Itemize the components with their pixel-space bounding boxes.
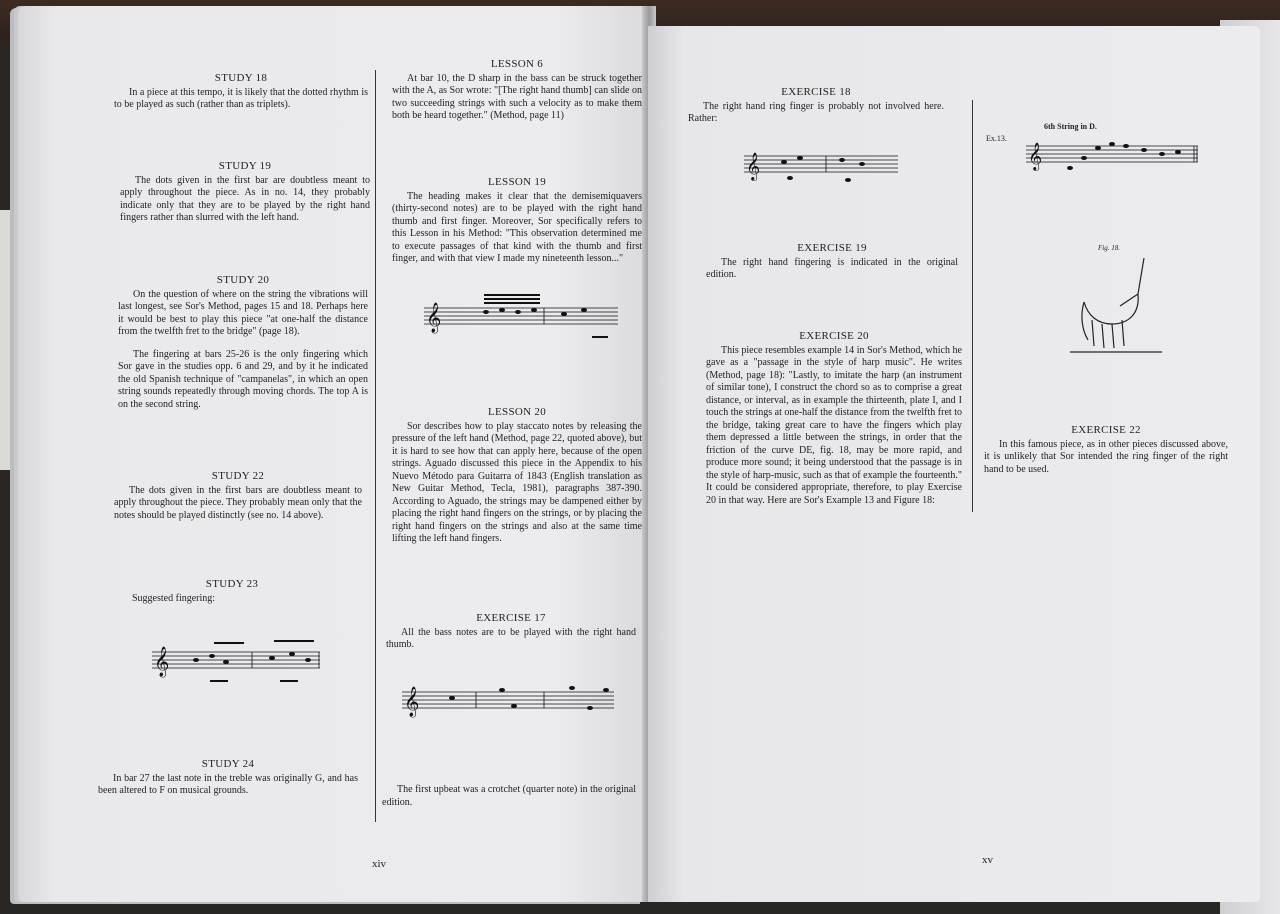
column-divider <box>972 100 973 512</box>
left-page <box>18 6 648 902</box>
lesson-20-block <box>392 406 642 546</box>
section-text: On the question of where on the string the vibrations will last longest, see Sor's Method, pages 15 and 18. Perhaps here it would be best to play this piece "at one-half the distance from the twelfth fret to the bridge" (page 18). <box>118 288 368 337</box>
lesson-6-block <box>392 58 642 123</box>
section-text: The heading makes it clear that the demisemiquavers (thirty-second notes) are to be played with the right hand thumb and first finger. Moreover, Sor specifically refers to this Lesson in his Method: "This observation determined me to execute passages of that kind with the thumb and first finger, and with that view I made my nineteenth lesson..." <box>392 190 642 264</box>
right-page <box>648 26 1260 902</box>
section-text: At bar 10, the D sharp in the bass can be struck together with the A, as Sor wrote: "[The right hand thumb] can slide on two succeeding strings with such a velocity as to make them both be heard together." (Method, page 11) <box>392 72 642 121</box>
study-19-block <box>120 160 370 225</box>
study-18-block <box>114 72 368 112</box>
music-example-sor-13 <box>1026 132 1200 180</box>
section-text: The right hand fingering is indicated in the original edition. <box>706 256 958 280</box>
music-example-exercise-18 <box>744 144 900 190</box>
svg-text:𝄞: 𝄞 <box>404 687 420 716</box>
section-text: Suggested fingering: <box>132 592 216 604</box>
column-divider <box>375 70 376 822</box>
svg-text:𝄞: 𝄞 <box>1028 144 1043 170</box>
page-number: xiv <box>372 858 387 870</box>
hand-illustration <box>1068 254 1164 358</box>
section-heading: EXERCISE 20 <box>799 330 869 342</box>
section-heading: LESSON 20 <box>487 406 546 418</box>
svg-text:𝄞: 𝄞 <box>746 154 761 180</box>
exercise-19-block <box>706 242 958 282</box>
open-book <box>18 6 1260 902</box>
example-13-caption: 6th String in D. <box>1044 122 1097 131</box>
exercise-17-note-block <box>382 784 636 809</box>
exercise-18-block <box>688 86 944 126</box>
section-text: In a piece at this tempo, it is likely that the dotted rhythm is to be played as such (rather than as triplets). <box>114 86 368 110</box>
section-heading: LESSON 6 <box>490 58 544 70</box>
section-text: The dots given in the first bar are doubtless meant to apply throughout the piece. As in no. 14, they probably indicate only that they are to be played by the right hand fingers rather than slurred with the left hand. <box>120 174 370 223</box>
section-text: In this famous piece, as in other pieces discussed above, it is unlikely that Sor intended the ring finger of the right hand to be used. <box>984 438 1228 475</box>
section-text: The dots given in the first bars are doubtless meant to apply throughout the piece. They probably mean only that the notes should be played distinctly (see no. 14 above). <box>114 484 362 521</box>
section-text: The fingering at bars 25-26 is the only fingering which Sor gave in the studies opp. 6 and 29, and by it he indicated the old Spanish technique of "campanelas", in which an open string sounds repeatedly through moving chords. The top A is on the second string. <box>118 348 368 410</box>
section-heading: EXERCISE 17 <box>476 612 546 624</box>
section-heading: STUDY 20 <box>216 274 270 286</box>
section-text: Sor describes how to play staccato notes by releasing the pressure of the left hand (Method, page 22, quoted above), but it is hard to see how that can apply here, because of the open strings. Aguado discussed this piece in the Appendix to his Nuevo Método para Guitarra of 1843 (English translation as New Guitar Method, Tecla, 1981), paragraphs 387-390. According to Aguado, the strings may be dampened either by placing the right hand fingers on the strings, or by placing the right hand fingers on the strings and also at the same time lifting the left hand fingers. <box>392 420 642 544</box>
section-heading: STUDY 19 <box>218 160 272 172</box>
section-heading: STUDY 24 <box>201 758 255 770</box>
section-text: This piece resembles example 14 in Sor's Method, which he gave as a "passage in the style of harp music". He writes (Method, page 18): "Lastly, to imitate the harp (an instrument of similar tone), I construct the chord so as to comprise a great distance, or interval, as in example the thirteenth, plate I, and I touch the strings at one-half the distance from the twelfth fret to the bridge, taking great care to have the fingers which play them depressed a little between the strings, in order that the friction of the curve DE, fig. 18, may be more rapid, and produce more sound; it being understood that the passage is in the style of harp-music, such as that of example the fourteenth." It could be considered appropriate, therefore, to play Exercise 20 in that way. Here are Sor's Example 13 and Figure 18: <box>706 344 962 506</box>
section-text: The right hand ring finger is probably not involved here. Rather: <box>688 100 944 124</box>
exercise-17-block <box>386 612 636 652</box>
study-22-block <box>114 470 362 522</box>
section-heading: STUDY 23 <box>205 578 259 590</box>
section-text: The first upbeat was a crotchet (quarter note) in the original edition. <box>382 784 636 808</box>
section-heading: STUDY 22 <box>211 470 265 482</box>
exercise-20-block <box>706 330 962 507</box>
svg-text:𝄞: 𝄞 <box>154 647 170 676</box>
study-20-block <box>118 274 368 411</box>
section-heading: EXERCISE 22 <box>1071 424 1141 436</box>
music-example-exercise-17 <box>402 676 616 726</box>
example-13-label: Ex.13. <box>986 134 1007 143</box>
figure-18-label: Fig. 18. <box>1098 244 1120 252</box>
page-number: xv <box>982 854 993 866</box>
study-23-block <box>132 578 332 605</box>
svg-text:𝄞: 𝄞 <box>426 303 442 332</box>
section-text: In bar 27 the last note in the treble was originally G, and has been altered to F on musical grounds. <box>98 772 358 796</box>
music-example-study-23 <box>152 634 322 690</box>
section-heading: EXERCISE 19 <box>797 242 867 254</box>
section-heading: EXERCISE 18 <box>781 86 851 98</box>
music-example-lesson-19 <box>424 290 620 346</box>
section-heading: STUDY 18 <box>214 72 268 84</box>
lesson-19-block <box>392 176 642 266</box>
section-text: All the bass notes are to be played with the right hand thumb. <box>386 626 636 650</box>
section-heading: LESSON 19 <box>487 176 546 188</box>
exercise-22-block <box>984 424 1228 476</box>
study-24-block <box>98 758 358 798</box>
